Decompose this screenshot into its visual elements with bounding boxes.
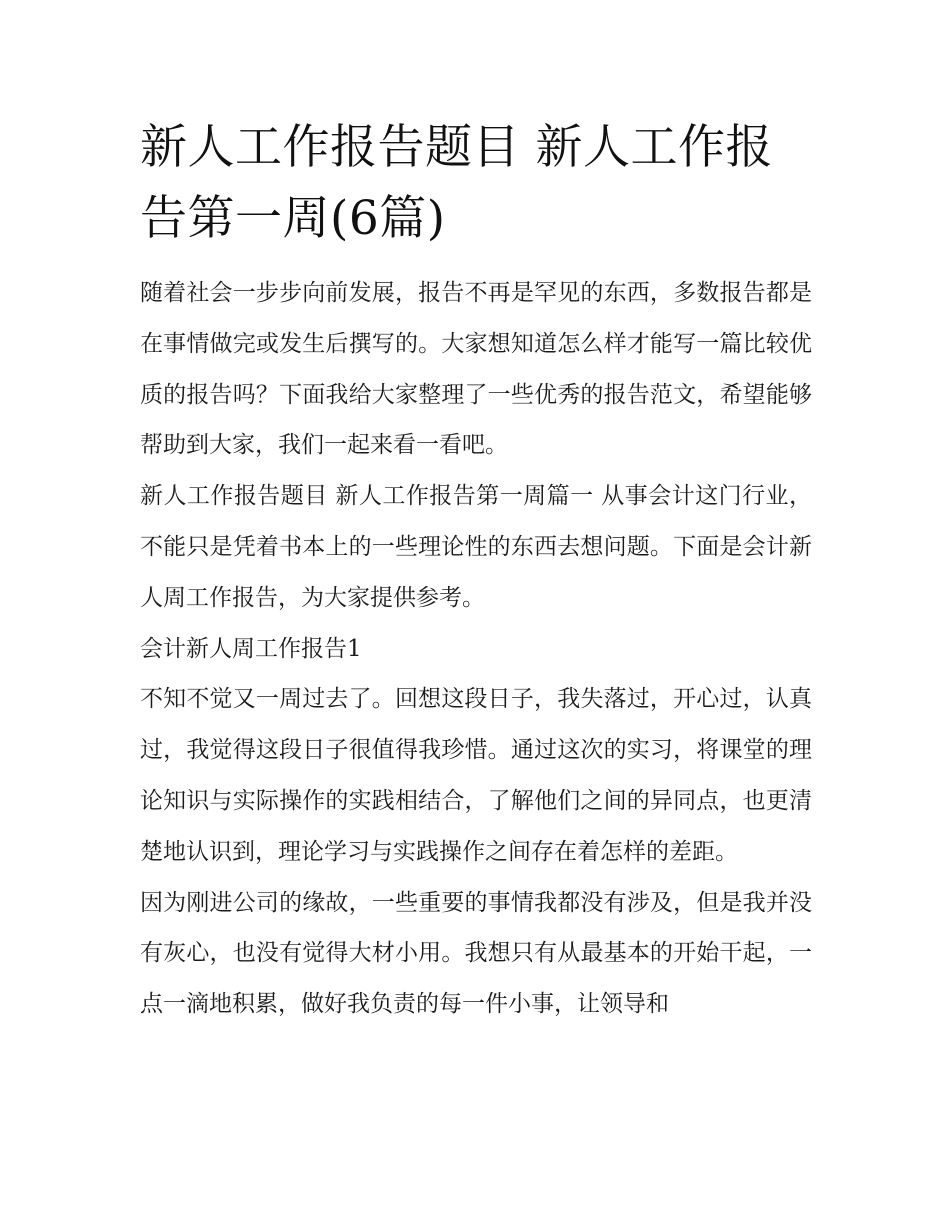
document-title: 新人工作报告题目 新人工作报告第一周(6篇) (140, 120, 773, 246)
body-paragraph: 不知不觉又一周过去了。回想这段日子，我失落过，开心过，认真过，我觉得这段日子很值得我珍惜。通过这次的实习，将课堂的理论知识与实际操作的实践相结合，了解他们之间的异同点，也更清楚地认识到，理论学习与实践操作之间存在着怎样的差距。 (140, 686, 812, 865)
body-paragraph: 因为刚进公司的缘故，一些重要的事情我都没有涉及，但是我并没有灰心，也没有觉得大材小用。我想只有从最基本的开始干起，一点一滴地积累，做好我负责的每一件小事，让领导和 (140, 889, 812, 1018)
document-body (140, 112, 812, 1030)
article-one-paragraph: 新人工作报告题目 新人工作报告第一周篇一 从事会计这门行业，不能只是凭着书本上的一些理论性的东西去想问题。下面是会计新人周工作报告，为大家提供参考。 (140, 483, 812, 611)
intro-paragraph: 随着社会一步步向前发展，报告不再是罕见的东西，多数报告都是在事情做完或发生后撰写的。大家想知道怎么样才能写一篇比较优质的报告吗？下面我给大家整理了一些优秀的报告范文，希望能够帮助到大家，我们一起来看一看吧。 (140, 280, 812, 459)
section-heading: 会计新人周工作报告1 (140, 635, 362, 662)
